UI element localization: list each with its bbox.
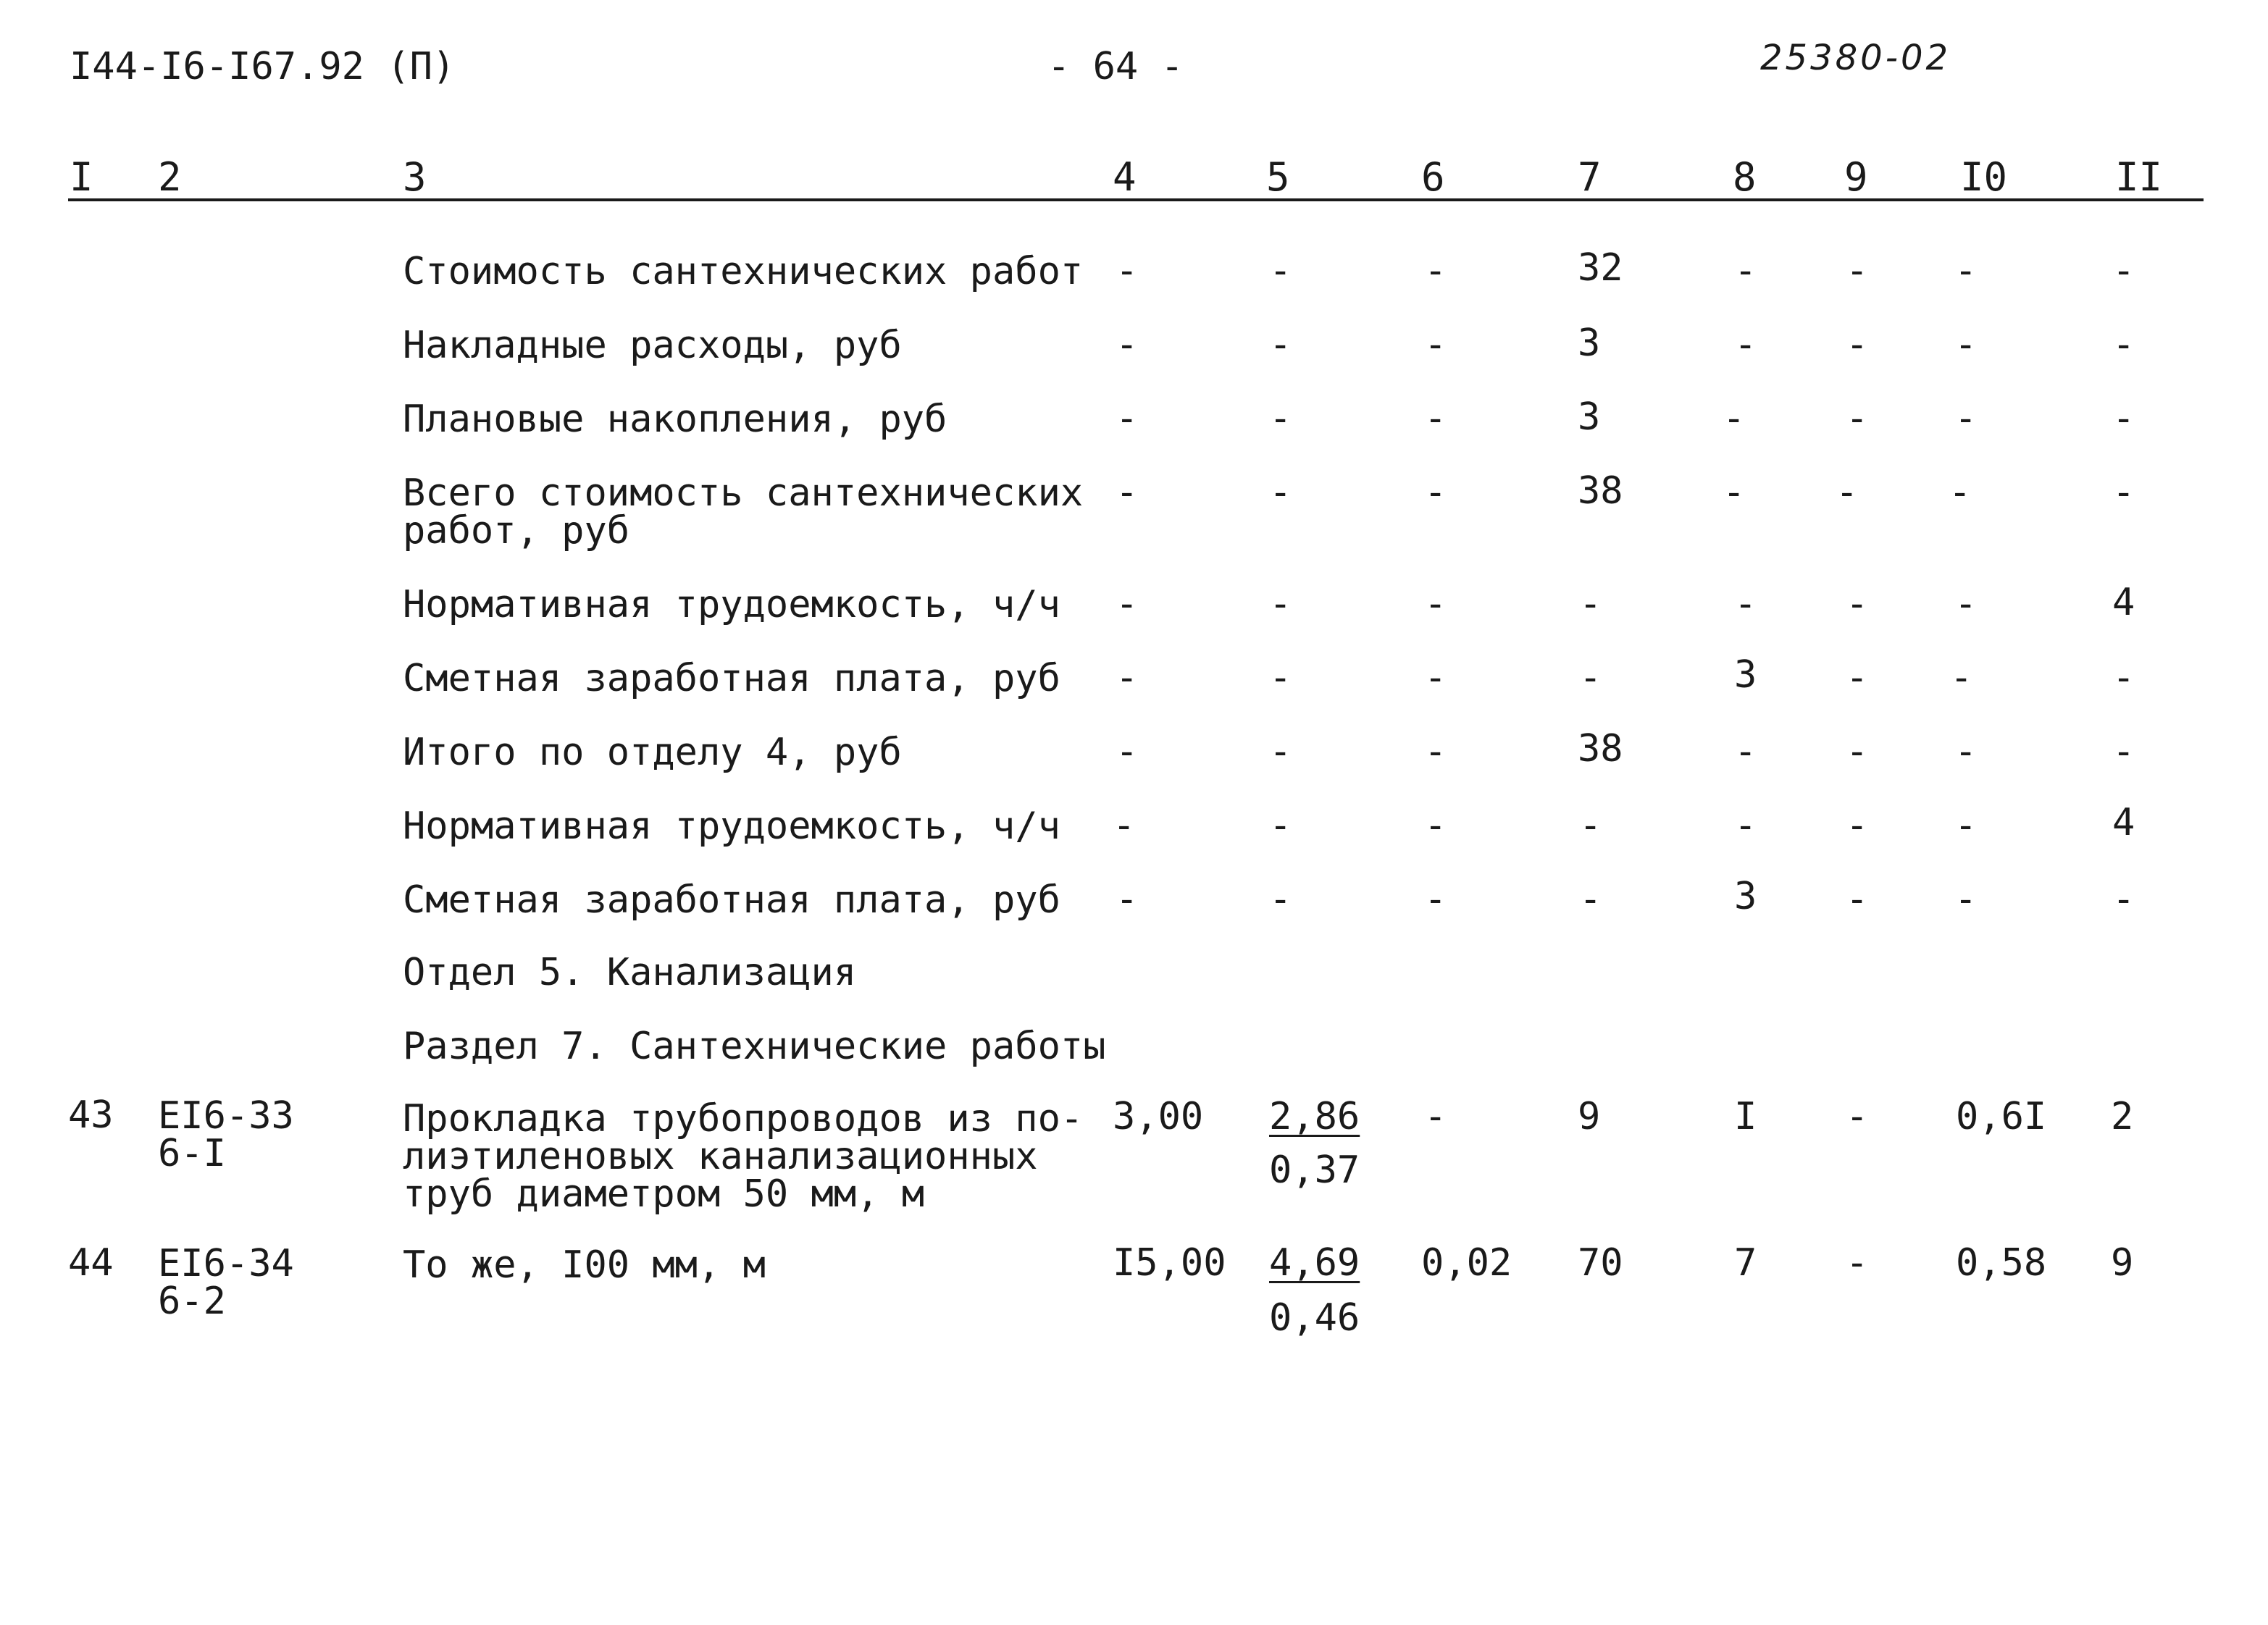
cell-col9: -	[1846, 878, 1869, 921]
cell-col5: -	[1269, 878, 1292, 921]
column-header-10: I0	[1960, 154, 2008, 200]
cell-col10: -	[1954, 582, 1978, 626]
cell-col4: -	[1116, 323, 1139, 366]
cell-col9: -	[1836, 471, 1859, 514]
cell-col10: -	[1954, 730, 1978, 773]
cell-col8: -	[1734, 804, 1757, 847]
cell-col4: -	[1113, 804, 1136, 847]
cell-col11: 4	[2112, 801, 2135, 844]
cell-col8: -	[1734, 323, 1757, 366]
cell-col5-denominator: 0,46	[1269, 1296, 1360, 1340]
column-header-4: 4	[1113, 154, 1137, 200]
cell-col6: -	[1424, 878, 1447, 921]
row-description: Нормативная трудоемкость, ч/ч	[403, 805, 1060, 848]
cell-col6: -	[1424, 397, 1447, 440]
cell-col7: 9	[1578, 1095, 1601, 1138]
page-number: - 64 -	[1047, 45, 1184, 88]
cell-col6: 0,02	[1421, 1241, 1512, 1285]
cell-col9: -	[1846, 249, 1869, 293]
cell-col4: I5,00	[1113, 1241, 1226, 1285]
cell-col5: -	[1269, 397, 1292, 440]
cell-col6: -	[1424, 323, 1447, 366]
cell-col10: -	[1954, 804, 1978, 847]
cell-col6: -	[1424, 804, 1447, 847]
cell-col5: -	[1269, 656, 1292, 700]
column-header-5: 5	[1266, 154, 1290, 200]
cell-col9: -	[1846, 1095, 1869, 1138]
cell-col5: -	[1269, 323, 1292, 366]
item-code-line-2: 6-2	[158, 1280, 226, 1323]
cell-col7: -	[1579, 582, 1602, 626]
cell-col6: -	[1424, 249, 1447, 293]
cell-col11: 9	[2111, 1241, 2134, 1285]
cell-col10: 0,58	[1956, 1241, 2047, 1285]
cell-col10: -	[1949, 471, 1972, 514]
row-description: Накладные расходы, руб	[403, 324, 902, 367]
cell-col4: -	[1116, 730, 1139, 773]
header-rule	[68, 198, 2204, 201]
row-description: Нормативная трудоемкость, ч/ч	[403, 583, 1060, 626]
cell-col5: -	[1269, 471, 1292, 514]
item-code-line-1: EI6-33	[158, 1094, 294, 1138]
cell-col6: -	[1424, 656, 1447, 700]
row-description-line-2: работ, руб	[403, 509, 630, 553]
cell-col9: -	[1846, 656, 1869, 700]
cell-col8: -	[1723, 397, 1746, 440]
cell-col5-numerator: 4,69	[1269, 1241, 1360, 1285]
column-header-8: 8	[1733, 154, 1757, 200]
row-description: Сметная заработная плата, руб	[403, 657, 1060, 700]
column-header-2: 2	[158, 154, 182, 200]
cell-col8: I	[1734, 1095, 1757, 1138]
column-header-7: 7	[1578, 154, 1602, 200]
cell-col4: -	[1116, 656, 1139, 700]
item-description-line-1: Прокладка трубопроводов из по-	[403, 1097, 1084, 1141]
cell-col5: -	[1269, 249, 1292, 293]
cell-col4: -	[1116, 471, 1139, 514]
cell-col4: -	[1116, 582, 1139, 626]
cell-col11: -	[2112, 656, 2135, 700]
row-description: Плановые накопления, руб	[403, 398, 947, 441]
cell-col9: -	[1846, 397, 1869, 440]
cell-col7: 38	[1578, 727, 1623, 770]
cell-col10: -	[1954, 249, 1978, 293]
cell-col6: -	[1424, 471, 1447, 514]
cell-col8: 3	[1734, 653, 1757, 697]
item-description-line-2: лиэтиленовых канализационных	[403, 1135, 1038, 1178]
cell-col5-denominator: 0,37	[1269, 1149, 1360, 1192]
subsection-heading: Раздел 7. Сантехнические работы	[403, 1025, 1106, 1068]
cell-col9: -	[1846, 582, 1869, 626]
cell-col6: -	[1424, 582, 1447, 626]
cell-col5: -	[1269, 730, 1292, 773]
cell-col9: -	[1846, 1241, 1869, 1285]
cell-col8: 3	[1734, 875, 1757, 918]
cell-col6: -	[1424, 1095, 1447, 1138]
cell-col7: 38	[1578, 469, 1623, 513]
item-code-line-1: EI6-34	[158, 1242, 294, 1285]
item-description: То же, I00 мм, м	[403, 1243, 766, 1287]
cell-col4: -	[1116, 249, 1139, 293]
cell-col9: -	[1846, 323, 1869, 366]
column-header-3: 3	[403, 154, 427, 200]
row-description: Итого по отделу 4, руб	[403, 731, 902, 774]
cell-col11: -	[2112, 397, 2135, 440]
column-header-11: II	[2115, 154, 2163, 200]
cell-col4: -	[1116, 878, 1139, 921]
cell-col10: -	[1954, 323, 1978, 366]
cell-col11: -	[2112, 471, 2135, 514]
cell-col10: -	[1950, 656, 1973, 700]
row-description: Сметная заработная плата, руб	[403, 878, 1060, 922]
cell-col8: -	[1734, 582, 1757, 626]
cell-col10: -	[1954, 878, 1978, 921]
cell-col6: -	[1424, 730, 1447, 773]
cell-col8: -	[1734, 730, 1757, 773]
column-header-6: 6	[1421, 154, 1445, 200]
cell-col9: -	[1846, 804, 1869, 847]
cell-col11: 4	[2112, 581, 2135, 624]
cell-col9: -	[1846, 730, 1869, 773]
cell-col5: -	[1269, 582, 1292, 626]
cell-col4: -	[1116, 397, 1139, 440]
cell-col11: -	[2112, 878, 2135, 921]
cell-col5: -	[1269, 804, 1292, 847]
cell-col8: 7	[1734, 1241, 1757, 1285]
cell-col7: -	[1579, 878, 1602, 921]
item-number: 44	[68, 1241, 114, 1285]
cell-col7: 32	[1578, 246, 1623, 290]
item-description-line-3: труб диаметром 50 мм, м	[403, 1172, 925, 1216]
cell-col7: 3	[1578, 395, 1601, 439]
cell-col10: 0,6I	[1956, 1095, 2047, 1138]
handwritten-reference: 25380-02	[1760, 38, 1951, 78]
cell-col11: -	[2112, 249, 2135, 293]
cell-col7: 70	[1578, 1241, 1623, 1285]
item-code-line-2: 6-I	[158, 1132, 226, 1175]
cell-col11: -	[2112, 730, 2135, 773]
cell-col10: -	[1954, 397, 1978, 440]
cell-col7: -	[1579, 804, 1602, 847]
column-header-1: I	[70, 154, 93, 200]
cell-col7: 3	[1578, 322, 1601, 365]
cell-col11: -	[2112, 323, 2135, 366]
section-heading: Отдел 5. Канализация	[403, 951, 857, 994]
column-header-9: 9	[1844, 154, 1868, 200]
cell-col7: -	[1579, 656, 1602, 700]
cell-col11: 2	[2111, 1095, 2134, 1138]
cell-col8: -	[1723, 471, 1746, 514]
row-description: Стоимость сантехнических работ	[403, 250, 1084, 293]
document-code: I44-I6-I67.92 (П)	[70, 45, 456, 88]
cell-col4: 3,00	[1113, 1095, 1204, 1138]
cell-col5-numerator: 2,86	[1269, 1095, 1360, 1138]
row-description-line-1: Всего стоимость сантехнических	[403, 471, 1084, 515]
cell-col8: -	[1734, 249, 1757, 293]
item-number: 43	[68, 1093, 114, 1137]
